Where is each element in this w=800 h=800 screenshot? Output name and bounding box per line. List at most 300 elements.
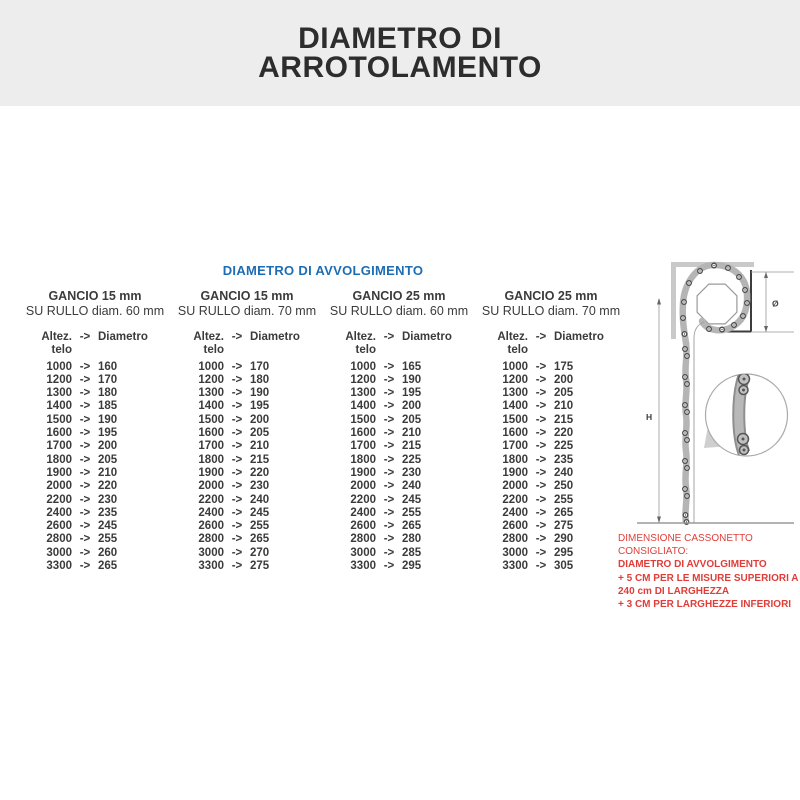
column-header-arrow: -> xyxy=(231,331,243,343)
cell-arrow: -> xyxy=(79,453,91,466)
note-line: + 5 CM PER LE MISURE SUPERIORI A xyxy=(618,572,799,584)
cell-arrow: -> xyxy=(383,560,395,573)
cell-diametro: 170 xyxy=(250,360,270,373)
cell-arrow: -> xyxy=(231,373,243,386)
table-column-header xyxy=(172,331,322,358)
table-gancio-title: GANCIO 15 mm xyxy=(200,289,294,303)
cell-arrow: -> xyxy=(535,480,547,493)
table-row xyxy=(20,560,170,573)
table-row xyxy=(20,454,170,467)
table-row xyxy=(20,480,170,493)
diameter-table-3 xyxy=(324,288,474,573)
cell-diametro: 190 xyxy=(250,387,270,400)
table-rullo-subtitle: SU RULLO diam. 70 mm xyxy=(481,304,621,318)
table-row xyxy=(324,547,474,560)
cell-diametro: 245 xyxy=(98,520,118,533)
cell-diametro: 220 xyxy=(250,466,270,479)
cell-arrow: -> xyxy=(535,427,547,440)
table-row xyxy=(476,560,626,573)
cell-arrow: -> xyxy=(535,453,547,466)
cell-altezza-telo: 1900 xyxy=(350,466,376,479)
page-title xyxy=(258,24,542,82)
cell-altezza-telo: 1700 xyxy=(502,440,528,453)
cell-arrow: -> xyxy=(383,466,395,479)
table-row xyxy=(172,533,322,546)
cell-arrow: -> xyxy=(79,427,91,440)
column-header-diametro: Diametro xyxy=(98,331,148,343)
cell-altezza-telo: 1200 xyxy=(198,373,224,386)
cell-arrow: -> xyxy=(383,360,395,373)
table-row xyxy=(20,374,170,387)
table-row xyxy=(172,520,322,533)
cell-diametro: 195 xyxy=(98,427,118,440)
column-header-altezza: Altez. telo xyxy=(497,331,528,357)
table-row xyxy=(172,427,322,440)
cell-altezza-telo: 1800 xyxy=(350,453,376,466)
cell-altezza-telo: 1500 xyxy=(350,413,376,426)
cell-diametro: 160 xyxy=(98,360,118,373)
cell-altezza-telo: 1700 xyxy=(46,440,72,453)
table-row xyxy=(20,361,170,374)
cell-arrow: -> xyxy=(79,413,91,426)
diameter-table-4 xyxy=(476,288,626,573)
cell-arrow: -> xyxy=(231,480,243,493)
cell-arrow: -> xyxy=(231,560,243,573)
cell-diametro: 205 xyxy=(554,387,574,400)
cell-diametro: 205 xyxy=(98,453,118,466)
cell-diametro: 295 xyxy=(554,546,574,559)
cell-altezza-telo: 2200 xyxy=(350,493,376,506)
cell-arrow: -> xyxy=(79,373,91,386)
cell-diametro: 225 xyxy=(402,453,422,466)
table-rullo-subtitle: SU RULLO diam. 70 mm xyxy=(177,304,317,318)
cell-altezza-telo: 2400 xyxy=(198,506,224,519)
table-row xyxy=(324,454,474,467)
table-row xyxy=(20,400,170,413)
cell-diametro: 205 xyxy=(250,427,270,440)
cell-diametro: 180 xyxy=(250,373,270,386)
octagonal-roller xyxy=(697,284,737,324)
cell-diametro: 285 xyxy=(402,546,422,559)
header-band xyxy=(0,0,800,106)
column-header-arrow: -> xyxy=(383,331,395,343)
cell-arrow: -> xyxy=(79,533,91,546)
cell-altezza-telo: 1600 xyxy=(502,427,528,440)
table-row xyxy=(476,414,626,427)
diameter-table-2 xyxy=(172,288,322,573)
cell-altezza-telo: 1800 xyxy=(198,453,224,466)
table-row xyxy=(20,387,170,400)
table-row xyxy=(324,520,474,533)
cell-arrow: -> xyxy=(383,373,395,386)
column-header-arrow: -> xyxy=(535,331,547,343)
height-arrow-up xyxy=(657,298,661,305)
cell-arrow: -> xyxy=(383,400,395,413)
cell-diametro: 225 xyxy=(554,440,574,453)
cell-arrow: -> xyxy=(535,520,547,533)
diameter-table-1 xyxy=(20,288,170,573)
cell-altezza-telo: 1900 xyxy=(46,466,72,479)
column-header-arrow: -> xyxy=(79,331,91,343)
table-row xyxy=(20,507,170,520)
table-row xyxy=(324,374,474,387)
cell-arrow: -> xyxy=(535,560,547,573)
table-row xyxy=(324,480,474,493)
cell-diametro: 205 xyxy=(402,413,422,426)
cell-altezza-telo: 1300 xyxy=(350,387,376,400)
cell-diametro: 275 xyxy=(250,560,270,573)
cell-diametro: 275 xyxy=(554,520,574,533)
page-title-line1: DIAMETRO DI xyxy=(298,22,502,55)
cell-diametro: 200 xyxy=(98,440,118,453)
cell-arrow: -> xyxy=(535,533,547,546)
cell-altezza-telo: 1800 xyxy=(502,453,528,466)
cell-altezza-telo: 1800 xyxy=(46,453,72,466)
table-row xyxy=(20,414,170,427)
cell-arrow: -> xyxy=(231,453,243,466)
cell-altezza-telo: 1200 xyxy=(350,373,376,386)
cell-arrow: -> xyxy=(535,373,547,386)
cell-altezza-telo: 2200 xyxy=(46,493,72,506)
table-rullo-subtitle: SU RULLO diam. 60 mm xyxy=(329,304,469,318)
table-row xyxy=(324,387,474,400)
cell-arrow: -> xyxy=(231,493,243,506)
cell-diametro: 260 xyxy=(98,546,118,559)
table-row xyxy=(476,507,626,520)
cell-arrow: -> xyxy=(79,520,91,533)
cell-diametro: 220 xyxy=(554,427,574,440)
table-row xyxy=(20,427,170,440)
cell-arrow: -> xyxy=(231,360,243,373)
cell-diametro: 215 xyxy=(402,440,422,453)
cell-arrow: -> xyxy=(383,533,395,546)
cell-diametro: 255 xyxy=(402,506,422,519)
cell-diametro: 170 xyxy=(98,373,118,386)
cell-arrow: -> xyxy=(383,480,395,493)
table-row xyxy=(324,440,474,453)
cell-diametro: 265 xyxy=(98,560,118,573)
cell-diametro: 240 xyxy=(250,493,270,506)
table-row xyxy=(20,494,170,507)
cell-altezza-telo: 1900 xyxy=(502,466,528,479)
table-row xyxy=(172,440,322,453)
table-row xyxy=(324,427,474,440)
table-row xyxy=(172,374,322,387)
cell-altezza-telo: 1500 xyxy=(46,413,72,426)
cell-altezza-telo: 1300 xyxy=(198,387,224,400)
cell-arrow: -> xyxy=(383,453,395,466)
table-row xyxy=(324,467,474,480)
cell-diametro: 255 xyxy=(554,493,574,506)
column-header-diametro: Diametro xyxy=(554,331,604,343)
cell-diametro: 220 xyxy=(98,480,118,493)
table-row xyxy=(476,400,626,413)
cell-altezza-telo: 1000 xyxy=(350,360,376,373)
table-row xyxy=(172,507,322,520)
table-column-header xyxy=(324,331,474,358)
cell-altezza-telo: 1300 xyxy=(46,387,72,400)
table-row xyxy=(476,387,626,400)
section-title: DIAMETRO DI AVVOLGIMENTO xyxy=(222,263,424,278)
column-header-altezza: Altez. telo xyxy=(193,331,224,357)
cell-altezza-telo: 2000 xyxy=(350,480,376,493)
cell-arrow: -> xyxy=(79,400,91,413)
table-row xyxy=(476,547,626,560)
cell-diametro: 200 xyxy=(554,373,574,386)
cell-diametro: 230 xyxy=(402,466,422,479)
cell-diametro: 190 xyxy=(98,413,118,426)
cell-diametro: 255 xyxy=(250,520,270,533)
cell-diametro: 210 xyxy=(250,440,270,453)
cell-arrow: -> xyxy=(79,466,91,479)
cell-arrow: -> xyxy=(535,413,547,426)
cell-altezza-telo: 1000 xyxy=(46,360,72,373)
cell-arrow: -> xyxy=(383,413,395,426)
table-row xyxy=(476,427,626,440)
diameter-tables xyxy=(20,288,630,573)
note-line: CONSIGLIATO: xyxy=(618,546,689,558)
diameter-arrow-up xyxy=(764,272,768,278)
table-row xyxy=(324,507,474,520)
cell-arrow: -> xyxy=(231,413,243,426)
cell-arrow: -> xyxy=(383,440,395,453)
cell-diametro: 305 xyxy=(554,560,574,573)
cell-altezza-telo: 1000 xyxy=(198,360,224,373)
table-row xyxy=(324,533,474,546)
table-row xyxy=(476,520,626,533)
table-row xyxy=(476,480,626,493)
cell-diametro: 240 xyxy=(554,466,574,479)
cell-altezza-telo: 2600 xyxy=(350,520,376,533)
cell-arrow: -> xyxy=(383,506,395,519)
cell-altezza-telo: 1400 xyxy=(350,400,376,413)
cell-altezza-telo: 2000 xyxy=(46,480,72,493)
cell-diametro: 210 xyxy=(402,427,422,440)
table-row xyxy=(172,480,322,493)
note-line: DIAMETRO DI AVVOLGIMENTO xyxy=(618,559,767,571)
cell-altezza-telo: 3000 xyxy=(198,546,224,559)
cell-arrow: -> xyxy=(383,387,395,400)
cell-arrow: -> xyxy=(79,493,91,506)
table-row xyxy=(324,414,474,427)
height-arrow-down xyxy=(657,517,661,524)
cell-arrow: -> xyxy=(231,427,243,440)
cell-altezza-telo: 1400 xyxy=(46,400,72,413)
cell-arrow: -> xyxy=(383,520,395,533)
diameter-arrow-down xyxy=(764,326,768,332)
cell-diametro: 210 xyxy=(98,466,118,479)
cell-altezza-telo: 2800 xyxy=(502,533,528,546)
cell-diametro: 230 xyxy=(250,480,270,493)
table-row xyxy=(476,467,626,480)
cell-altezza-telo: 2000 xyxy=(502,480,528,493)
cell-arrow: -> xyxy=(231,387,243,400)
cell-diametro: 190 xyxy=(402,373,422,386)
table-row xyxy=(324,400,474,413)
table-row xyxy=(20,533,170,546)
cell-diametro: 255 xyxy=(98,533,118,546)
table-row xyxy=(172,454,322,467)
cell-arrow: -> xyxy=(79,480,91,493)
table-row xyxy=(172,361,322,374)
cell-diametro: 265 xyxy=(250,533,270,546)
cell-altezza-telo: 1500 xyxy=(502,413,528,426)
cell-diametro: 265 xyxy=(402,520,422,533)
cell-diametro: 215 xyxy=(250,453,270,466)
cell-altezza-telo: 2200 xyxy=(502,493,528,506)
table-gancio-title: GANCIO 15 mm xyxy=(48,289,142,303)
cell-altezza-telo: 3000 xyxy=(502,546,528,559)
cell-altezza-telo: 1000 xyxy=(502,360,528,373)
cell-altezza-telo: 1700 xyxy=(350,440,376,453)
cell-altezza-telo: 1400 xyxy=(198,400,224,413)
column-header-diametro: Diametro xyxy=(402,331,452,343)
table-row xyxy=(20,547,170,560)
cell-altezza-telo: 1200 xyxy=(46,373,72,386)
cell-arrow: -> xyxy=(535,400,547,413)
cell-altezza-telo: 2200 xyxy=(198,493,224,506)
cell-arrow: -> xyxy=(79,560,91,573)
cell-arrow: -> xyxy=(231,533,243,546)
cell-arrow: -> xyxy=(535,387,547,400)
table-row xyxy=(476,533,626,546)
cell-arrow: -> xyxy=(383,546,395,559)
column-header-altezza: Altez. telo xyxy=(345,331,376,357)
cell-altezza-telo: 3300 xyxy=(46,560,72,573)
table-row xyxy=(476,440,626,453)
table-row xyxy=(20,440,170,453)
cell-diametro: 200 xyxy=(402,400,422,413)
cell-altezza-telo: 1500 xyxy=(198,413,224,426)
cell-altezza-telo: 1700 xyxy=(198,440,224,453)
cell-diametro: 290 xyxy=(554,533,574,546)
table-column-header xyxy=(20,331,170,358)
column-header-altezza: Altez. telo xyxy=(41,331,72,357)
cell-altezza-telo: 3000 xyxy=(46,546,72,559)
table-row xyxy=(172,400,322,413)
table-row xyxy=(476,494,626,507)
cell-diametro: 180 xyxy=(98,387,118,400)
cell-arrow: -> xyxy=(383,427,395,440)
column-header-diametro: Diametro xyxy=(250,331,300,343)
table-row xyxy=(476,361,626,374)
table-row xyxy=(172,560,322,573)
cell-arrow: -> xyxy=(231,466,243,479)
cell-altezza-telo: 3300 xyxy=(198,560,224,573)
table-row xyxy=(172,414,322,427)
table-row xyxy=(172,387,322,400)
cell-arrow: -> xyxy=(231,440,243,453)
cell-diametro: 195 xyxy=(402,387,422,400)
table-row xyxy=(476,374,626,387)
note-line: 240 cm DI LARGHEZZA xyxy=(618,585,730,597)
table-row xyxy=(172,467,322,480)
cell-diametro: 245 xyxy=(250,506,270,519)
height-label: H xyxy=(646,412,653,422)
cell-diametro: 175 xyxy=(554,360,574,373)
note-line: DIMENSIONE CASSONETTO xyxy=(618,533,753,544)
cell-diametro: 230 xyxy=(98,493,118,506)
cell-diametro: 235 xyxy=(98,506,118,519)
cell-altezza-telo: 2800 xyxy=(350,533,376,546)
cell-arrow: -> xyxy=(231,400,243,413)
cell-altezza-telo: 1300 xyxy=(502,387,528,400)
guide-rail-line xyxy=(694,322,704,523)
cell-diametro: 235 xyxy=(554,453,574,466)
table-row xyxy=(20,520,170,533)
cell-diametro: 215 xyxy=(554,413,574,426)
cell-altezza-telo: 1600 xyxy=(198,427,224,440)
cell-diametro: 195 xyxy=(250,400,270,413)
cell-diametro: 280 xyxy=(402,533,422,546)
cell-altezza-telo: 3300 xyxy=(502,560,528,573)
cell-diametro: 265 xyxy=(554,506,574,519)
cell-diametro: 270 xyxy=(250,546,270,559)
cell-arrow: -> xyxy=(79,506,91,519)
roller-shutter-diagram xyxy=(634,246,800,530)
cell-diametro: 240 xyxy=(402,480,422,493)
cell-arrow: -> xyxy=(535,506,547,519)
table-row xyxy=(324,494,474,507)
table-rullo-subtitle: SU RULLO diam. 60 mm xyxy=(25,304,165,318)
cell-diametro: 165 xyxy=(402,360,422,373)
cell-arrow: -> xyxy=(231,520,243,533)
table-row xyxy=(324,361,474,374)
cell-altezza-telo: 2800 xyxy=(46,533,72,546)
cell-arrow: -> xyxy=(79,387,91,400)
table-row xyxy=(476,454,626,467)
table-row xyxy=(172,547,322,560)
cell-arrow: -> xyxy=(231,546,243,559)
cell-arrow: -> xyxy=(535,440,547,453)
cell-arrow: -> xyxy=(535,466,547,479)
cell-altezza-telo: 1900 xyxy=(198,466,224,479)
cell-arrow: -> xyxy=(535,493,547,506)
cell-altezza-telo: 2800 xyxy=(198,533,224,546)
cell-altezza-telo: 2600 xyxy=(46,520,72,533)
table-row xyxy=(20,467,170,480)
table-gancio-title: GANCIO 25 mm xyxy=(504,289,598,303)
cell-diametro: 210 xyxy=(554,400,574,413)
cell-altezza-telo: 2400 xyxy=(502,506,528,519)
table-row xyxy=(172,494,322,507)
cell-arrow: -> xyxy=(79,546,91,559)
cell-altezza-telo: 2400 xyxy=(46,506,72,519)
note-line: + 3 CM PER LARGHEZZE INFERIORI xyxy=(618,599,792,611)
cell-altezza-telo: 2600 xyxy=(502,520,528,533)
table-gancio-title: GANCIO 25 mm xyxy=(352,289,446,303)
diameter-label: Ø xyxy=(772,298,779,309)
cell-altezza-telo: 2600 xyxy=(198,520,224,533)
cell-arrow: -> xyxy=(535,360,547,373)
cell-altezza-telo: 1200 xyxy=(502,373,528,386)
cell-altezza-telo: 3000 xyxy=(350,546,376,559)
cell-altezza-telo: 2000 xyxy=(198,480,224,493)
cell-altezza-telo: 1600 xyxy=(46,427,72,440)
cell-altezza-telo: 1400 xyxy=(502,400,528,413)
table-row xyxy=(324,560,474,573)
cell-altezza-telo: 1600 xyxy=(350,427,376,440)
cell-diametro: 245 xyxy=(402,493,422,506)
table-column-header xyxy=(476,331,626,358)
cell-arrow: -> xyxy=(79,440,91,453)
cell-diametro: 200 xyxy=(250,413,270,426)
cell-altezza-telo: 2400 xyxy=(350,506,376,519)
cassonetto-note xyxy=(618,532,800,611)
cell-arrow: -> xyxy=(79,360,91,373)
page-title-line2: ARROTOLAMENTO xyxy=(258,51,542,84)
cell-diametro: 295 xyxy=(402,560,422,573)
